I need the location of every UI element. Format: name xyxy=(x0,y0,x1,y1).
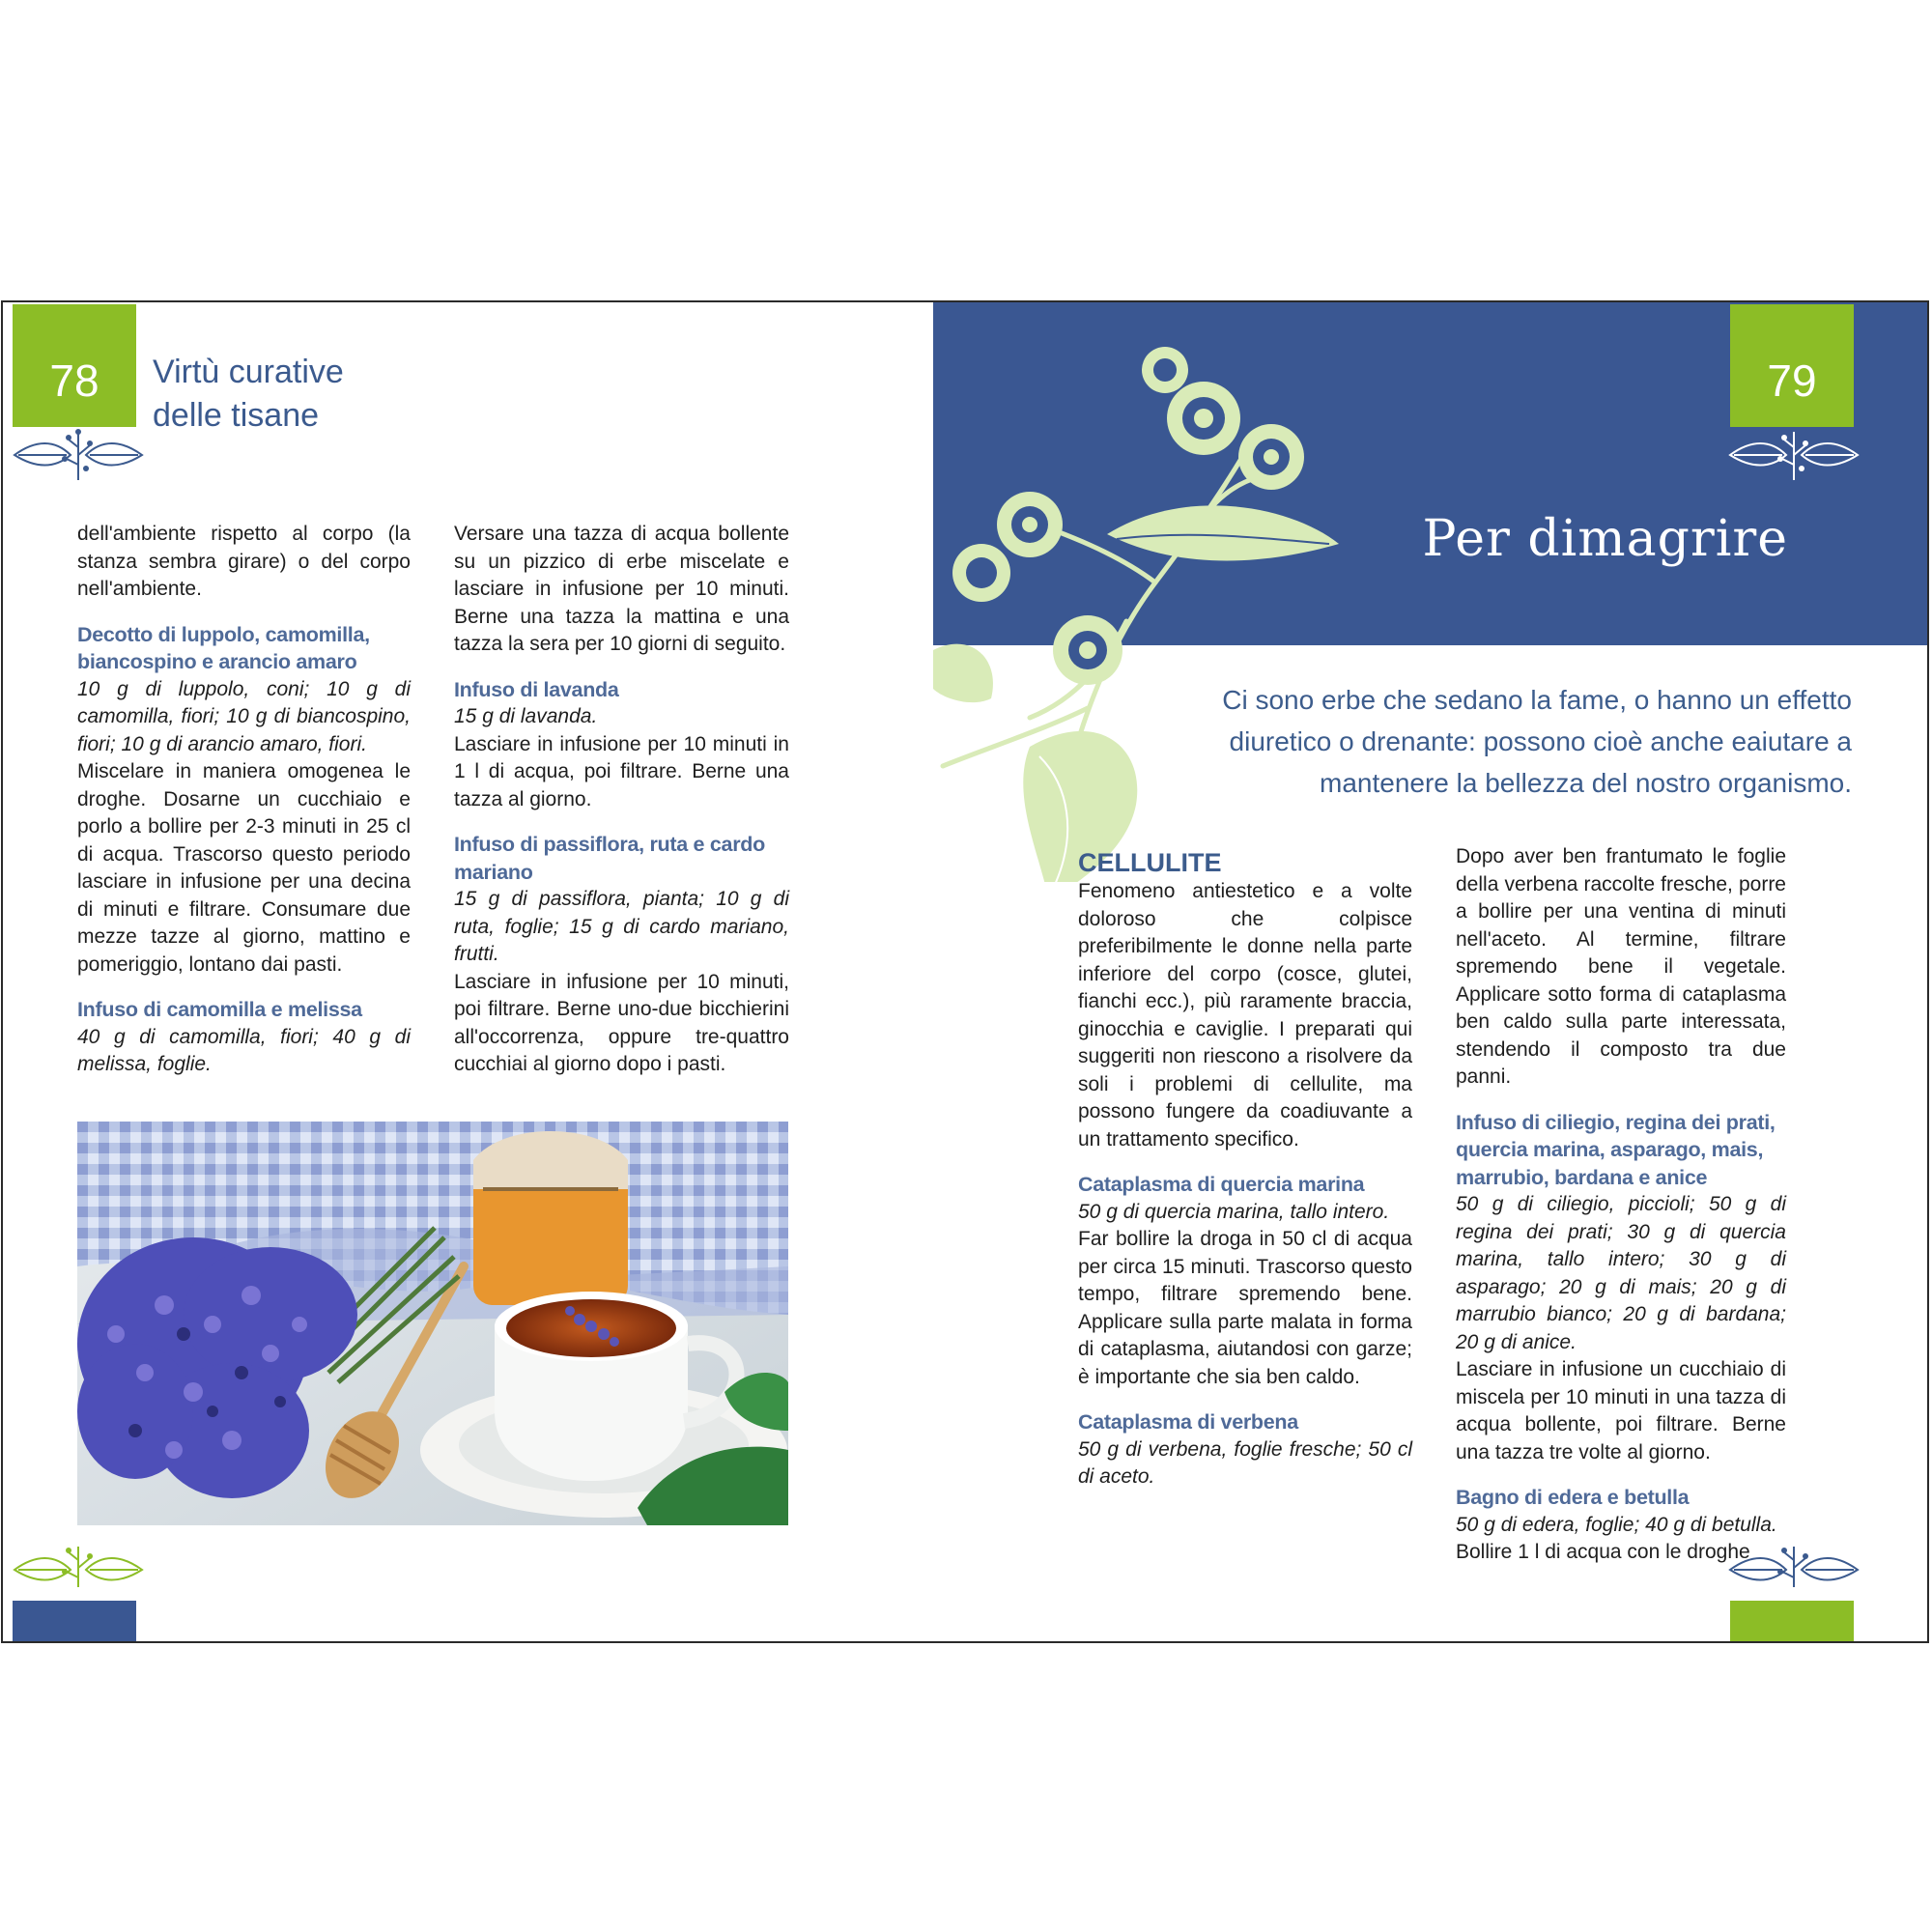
recipe-heading: Infuso di ciliegio, regina dei prati, quercia marina, asparago, mais, marrubio, bardana e anice xyxy=(1456,1110,1776,1189)
ingredients: 15 g di lavanda. xyxy=(454,705,598,727)
paragraph: Far bollire la droga in 50 cl di acqua per circa 15 minuti. Trascorso questo tempo, filtrare spremendo bene. Applicare sulla parte malata in forma di cataplasma, aiutandosi con garze; è importante che sia ben caldo. xyxy=(1078,1228,1412,1388)
recipe-heading: Infuso di passiflora, ruta e cardo mariano xyxy=(454,833,765,884)
footer-bar xyxy=(13,1601,136,1641)
recipe-heading: Decotto di luppolo, camomilla, biancospino e arancio amaro xyxy=(77,622,370,673)
running-title xyxy=(153,351,462,438)
left-page xyxy=(3,302,933,1641)
leaf-ornament-icon xyxy=(1722,426,1865,482)
recipe-heading: Infuso di camomilla e melissa xyxy=(77,998,362,1021)
paragraph: dell'ambiente rispetto al corpo (la stanza sembra girare) o del corpo nell'ambiente. xyxy=(77,523,411,600)
ingredients: 40 g di camomilla, fiori; 40 g di melissa, foglie. xyxy=(77,1025,411,1075)
paragraph: Fenomeno antiestetico e a volte doloroso che colpisce preferibilmente le donne nella parte inferiore del corpo (cosce, glutei, fianchi ecc.), più raramente braccia, ginocchia e caviglie. I preparati qui suggeriti non riescono a risolvere da soli i problemi di cellulite, ma possono fungere da coadiuvante a un trattamento specifico. xyxy=(1078,880,1412,1151)
paragraph: Bollire 1 l di acqua con le droghe xyxy=(1456,1541,1750,1563)
intro-line-1: Ci sono erbe che sedano la fame, o hanno un effetto xyxy=(1222,685,1852,715)
ingredients: 10 g di luppolo, coni; 10 g di camomilla, fiori; 10 g di biancospino, fiori; 10 g di arancio amaro, fiori. xyxy=(77,677,411,755)
running-title-line-1: Virtù curative xyxy=(153,354,344,390)
right-column-1 xyxy=(1078,847,1412,1492)
ingredients: 15 g di passiflora, pianta; 10 g di ruta, foglie; 15 g di cardo mariano, frutti. xyxy=(454,888,789,965)
page-number-left: 78 xyxy=(13,304,136,427)
recipe-heading: Cataplasma di quercia marina xyxy=(1078,1173,1365,1196)
ingredients: 50 g di ciliegio, piccioli; 50 g di regina dei prati; 30 g di quercia marina, tallo intero; 30 g di asparago; 20 g di mais; 20 g di marrubio bianco; 20 g di bardana; 20 g di anice. xyxy=(1456,1193,1786,1353)
ingredients: 50 g di verbena, foglie fresche; 50 cl di aceto. xyxy=(1078,1437,1412,1488)
running-title-line-2: delle tisane xyxy=(153,397,320,434)
recipe-heading: Cataplasma di verbena xyxy=(1078,1410,1298,1434)
lavender-tea-photo xyxy=(77,1122,788,1525)
ingredients: 50 g di edera, foglie; 40 g di betulla. xyxy=(1456,1513,1777,1536)
right-column-2 xyxy=(1456,843,1786,1567)
chapter-intro xyxy=(1097,679,1852,804)
intro-line-3: mantenere la bellezza del nostro organismo. xyxy=(1320,768,1852,798)
ingredients: 50 g di quercia marina, tallo intero. xyxy=(1078,1200,1390,1223)
footer-bar xyxy=(1730,1601,1854,1641)
paragraph: Dopo aver ben frantumato le foglie della verbena raccolte fresche, porre a bollire per una ventina di minuti nell'aceto. Al termine, filtrare spremendo bene il vegetale. Applicare sotto forma di cataplasma ben caldo sulla parte interessata, stendendo il composto tra due panni. xyxy=(1456,845,1786,1088)
left-column-2 xyxy=(454,521,789,1079)
paragraph: Miscelare in maniera omogenea le droghe. Dosarne un cucchiaio e porlo a bollire per 2-3 minuti in 25 cl di acqua. Trascorso questo periodo lasciare in infusione per una decina di minuti e filtrare. Consumare due mezze tazze al giorno, mattino e pomeriggio, lontano dai pasti. xyxy=(77,760,411,976)
book-spread xyxy=(1,300,1929,1643)
recipe-heading: Bagno di edera e betulla xyxy=(1456,1486,1690,1509)
left-column-1 xyxy=(77,521,411,1079)
leaf-ornament-icon xyxy=(1722,1543,1865,1591)
paragraph: Lasciare in infusione un cucchiaio di miscela per 10 minuti in una tazza di acqua bollente, poi filtrare. Berne una tazza tre volte al giorno. xyxy=(1456,1358,1786,1463)
paragraph: Versare una tazza di acqua bollente su un pizzico di erbe miscelate e lasciare in infusione per 10 minuti. Berne una tazza la mattina e una tazza la sera per 10 giorni di seguito. xyxy=(454,523,789,655)
leaf-ornament-icon xyxy=(7,1543,150,1591)
paragraph: Lasciare in infusione per 10 minuti in 1 l di acqua, poi filtrare. Berne una tazza al giorno. xyxy=(454,732,789,810)
intro-line-2: diuretico o drenante: possono cioè anche eaiutare a xyxy=(1229,726,1852,756)
page-number-right: 79 xyxy=(1730,304,1854,427)
section-heading: CELLULITE xyxy=(1078,848,1222,877)
chapter-title: Per dimagrire xyxy=(1422,510,1788,568)
paragraph: Lasciare in infusione per 10 minuti, poi filtrare. Berne uno-due bicchierini all'occorrenza, oppure tre-quattro cucchiai al giorno dopo i pasti. xyxy=(454,970,789,1075)
leaf-ornament-icon xyxy=(7,426,150,482)
right-page xyxy=(933,302,1929,1641)
recipe-heading: Infuso di lavanda xyxy=(454,677,619,701)
